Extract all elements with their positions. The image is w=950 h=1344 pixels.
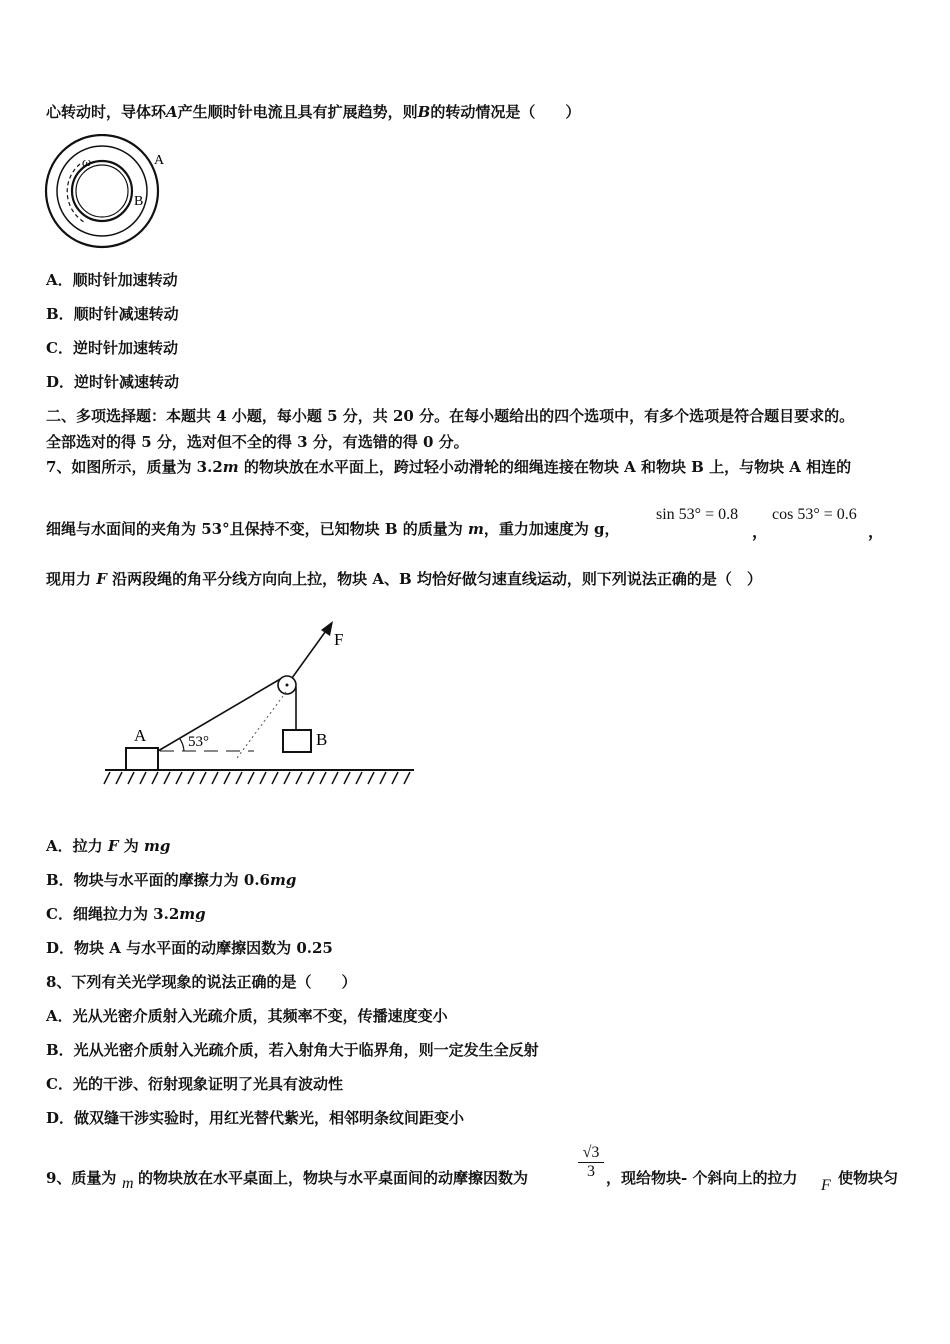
- q7-text: 的物块放在水平面上，跨过轻小动滑轮的细绳连接在物块 A 和物块 B 上，与物块 A 相连的: [238, 458, 852, 476]
- pulley-axle: [286, 684, 289, 687]
- q7-option-a[interactable]: [46, 836, 170, 856]
- block-a: [126, 748, 158, 770]
- outer-ring-outer-edge: [46, 135, 158, 247]
- q9-stem-start: [46, 1168, 116, 1188]
- var-b: B: [417, 103, 431, 121]
- q9-text: 的物块放在水平桌面上，物块与水平桌面间的动摩擦因数为: [138, 1169, 529, 1187]
- q7-text: 细绳与水面间的夹角为 53°且保持不变，已知物块 B 的质量为: [46, 520, 468, 538]
- q7-option-c[interactable]: [46, 904, 206, 924]
- var-m: m: [467, 520, 484, 538]
- block-a-label: A: [134, 726, 147, 745]
- section2-line2: 全部选对的得 5 分，选对但不全的得 3 分，有选错的得 0 分。: [46, 433, 469, 451]
- block-b: [283, 730, 311, 752]
- omega-label: ω: [82, 154, 92, 169]
- q7-option-d[interactable]: [46, 938, 333, 958]
- angle-label: 53°: [188, 734, 209, 750]
- option-text: B．物块与水平面的摩擦力为 0.6: [46, 871, 270, 889]
- force-arrow: [292, 628, 328, 678]
- var-mg: mg: [270, 871, 297, 889]
- section2-line1: 二、多项选择题：本题共 4 小题，每小题 5 分，共 20 分。在每小题给出的四个选项中，有多个选项是符合题目要求的。: [46, 407, 855, 425]
- cos-expression: cos 53° = 0.6: [772, 506, 857, 523]
- q6-option-b[interactable]: B．顺时针减速转动: [46, 305, 179, 323]
- q8-option-b[interactable]: B．光从光密介质射入光疏介质，若入射角大于临界角，则一定发生全反射: [46, 1041, 539, 1059]
- q9-text: 9、质量为: [46, 1169, 117, 1187]
- q8-option-c[interactable]: C．光的干涉、衍射现象证明了光具有波动性: [46, 1075, 343, 1093]
- q6-option-a[interactable]: A．顺时针加速转动: [46, 271, 178, 289]
- q9-stem-mid: [138, 1168, 528, 1188]
- q8-stem: 8、下列有关光学现象的说法正确的是（ ）: [46, 973, 357, 991]
- var-m: m: [122, 1175, 134, 1192]
- var-f: F: [821, 1177, 831, 1194]
- outer-ring-inner-edge: [57, 146, 147, 236]
- sin-expression: sin 53° = 0.8: [656, 506, 739, 523]
- inner-ring-inner-edge: [76, 165, 128, 217]
- q7-line3: [46, 569, 762, 589]
- var-f: F: [107, 837, 119, 855]
- label-a: A: [154, 153, 165, 168]
- q9-text: ，现给物块- 个斜向上的拉力: [606, 1169, 798, 1187]
- comma: ，: [752, 524, 769, 541]
- rope-a: [158, 678, 282, 751]
- q8-option-a[interactable]: A．光从光密介质射入光疏介质，其频率不变，传播速度变小: [46, 1007, 448, 1025]
- ground-hatching: [104, 772, 410, 784]
- option-text: A．拉力: [46, 837, 108, 855]
- label-b: B: [134, 194, 144, 209]
- option-text: 为: [118, 837, 144, 855]
- fraction-numerator: √3: [578, 1144, 604, 1163]
- q9-text: 使物块匀: [838, 1169, 899, 1187]
- q7-text: 7、如图所示，质量为 3.2: [46, 458, 223, 476]
- q9-stem-tail: [838, 1168, 898, 1188]
- q6-stem-part: 产生顺时针电流且具有扩展趋势，则: [177, 103, 418, 121]
- option-text: C．细绳拉力为 3.2: [46, 905, 180, 923]
- q6-stem-part: 心转动时，导体环: [46, 103, 167, 121]
- fraction-denominator: 3: [587, 1163, 595, 1180]
- q7-option-b[interactable]: [46, 870, 296, 890]
- var-f: F: [96, 570, 107, 588]
- comma: ，: [868, 524, 885, 541]
- q7-line1: [46, 457, 851, 477]
- q9-stem-end: [606, 1168, 797, 1188]
- q7-text: ，重力加速度为 g，: [483, 520, 620, 538]
- q7-text: 沿两段绳的角平分线方向向上拉，物块 A、B 均恰好做匀速直线运动，则下列说法正确的是（ ）: [106, 570, 762, 588]
- q6-ring-figure: [44, 134, 184, 252]
- q6-option-c[interactable]: C．逆时针加速转动: [46, 339, 178, 357]
- block-b-label: B: [316, 730, 328, 749]
- q6-stem: [46, 102, 580, 122]
- q8-option-d[interactable]: D．做双缝干涉实验时，用红光替代紫光，相邻明条纹间距变小: [46, 1109, 465, 1127]
- q7-text: 现用力: [46, 570, 97, 588]
- force-arrowhead: [321, 621, 333, 636]
- angle-arc: [180, 739, 184, 751]
- force-label: F: [334, 630, 344, 649]
- var-a: A: [166, 103, 178, 121]
- q6-stem-part: 的转动情况是（ ）: [430, 103, 581, 121]
- bisector-dotted: [237, 692, 286, 758]
- inner-ring-outer-edge: [72, 161, 132, 221]
- q7-pulley-figure: [100, 612, 420, 792]
- option-text: D．物块 A 与水平面的动摩擦因数为 0.25: [46, 939, 333, 957]
- q6-option-d[interactable]: D．逆时针减速转动: [46, 373, 180, 391]
- var-m: m: [222, 458, 239, 476]
- q7-line2: [46, 519, 620, 539]
- mu-fraction: [578, 1144, 604, 1181]
- var-mg: mg: [143, 837, 171, 855]
- var-mg: mg: [179, 905, 206, 923]
